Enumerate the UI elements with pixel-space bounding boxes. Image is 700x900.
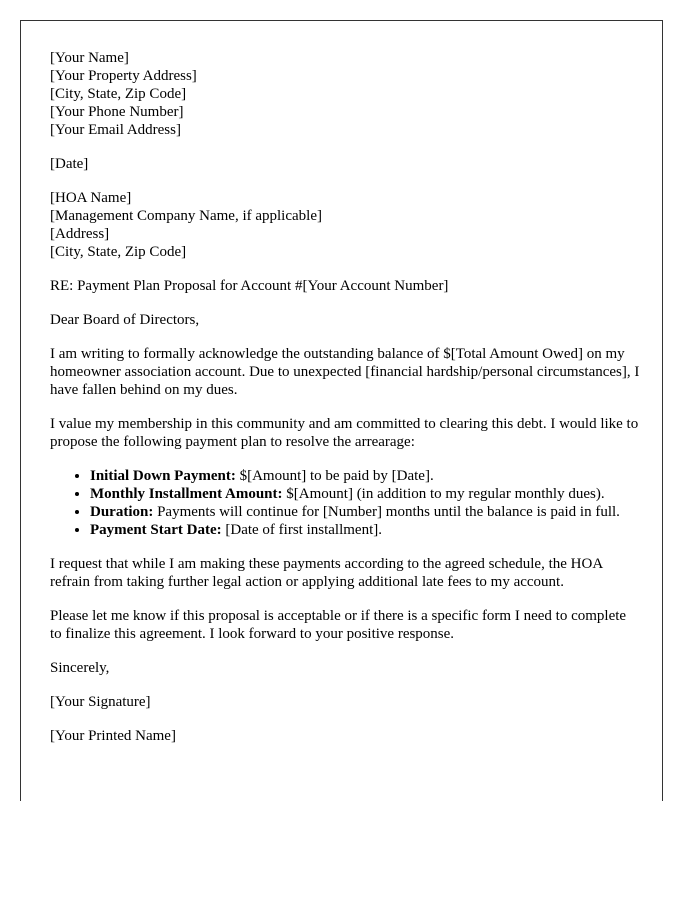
item-text: Payments will continue for [Number] months until the balance is paid in full. (153, 504, 620, 520)
item-text: $[Amount] to be paid by [Date]. (235, 468, 434, 484)
recipient-management: [Management Company Name, if applicable] (50, 208, 322, 224)
signature: [Your Signature] (50, 694, 151, 710)
sender-phone: [Your Phone Number] (50, 104, 184, 120)
body-paragraph: Please let me know if this proposal is acceptable or if there is a specific form I need to complete to finalize this agreement. I look forward to your positive response. (50, 608, 627, 642)
item-label: Duration: (90, 504, 154, 520)
recipient-address: [Address] (50, 226, 110, 242)
list-item (90, 521, 641, 539)
recipient-city: [City, State, Zip Code] (50, 244, 187, 260)
body-paragraph: I value my membership in this community and am committed to clearing this debt. I would like to propose the following payment plan to resolve the arrearage: (50, 416, 639, 450)
list-item (90, 485, 641, 503)
sender-city: [City, State, Zip Code] (50, 86, 187, 102)
payment-plan-list (50, 467, 641, 539)
recipient-hoa: [HOA Name] (50, 190, 132, 206)
item-label: Payment Start Date: (90, 522, 222, 538)
letter-date: [Date] (50, 156, 89, 172)
salutation: Dear Board of Directors, (50, 312, 200, 328)
body-paragraph: I request that while I am making these payments according to the agreed schedule, the HOA refrain from taking further legal action or applying additional late fees to my account. (50, 556, 603, 590)
list-item (90, 503, 641, 521)
sender-address: [Your Property Address] (50, 68, 197, 84)
recipient-block (50, 189, 641, 261)
item-label: Monthly Installment Amount: (90, 486, 283, 502)
item-text: [Date of first installment]. (221, 522, 382, 538)
signoff: Sincerely, (50, 660, 110, 676)
sender-name: [Your Name] (50, 50, 129, 66)
letter-page (20, 20, 663, 801)
subject-line: RE: Payment Plan Proposal for Account #[Your Account Number] (50, 278, 449, 294)
sender-email: [Your Email Address] (50, 122, 181, 138)
item-label: Initial Down Payment: (90, 468, 236, 484)
sender-block (50, 49, 641, 139)
item-text: $[Amount] (in addition to my regular monthly dues). (282, 486, 605, 502)
body-paragraph: I am writing to formally acknowledge the outstanding balance of $[Total Amount Owed] on my homeowner association account. Due to unexpected [financial hardship/personal circumstances], I have fallen behind on my dues. (50, 346, 640, 398)
list-item (90, 467, 641, 485)
printed-name: [Your Printed Name] (50, 728, 176, 744)
